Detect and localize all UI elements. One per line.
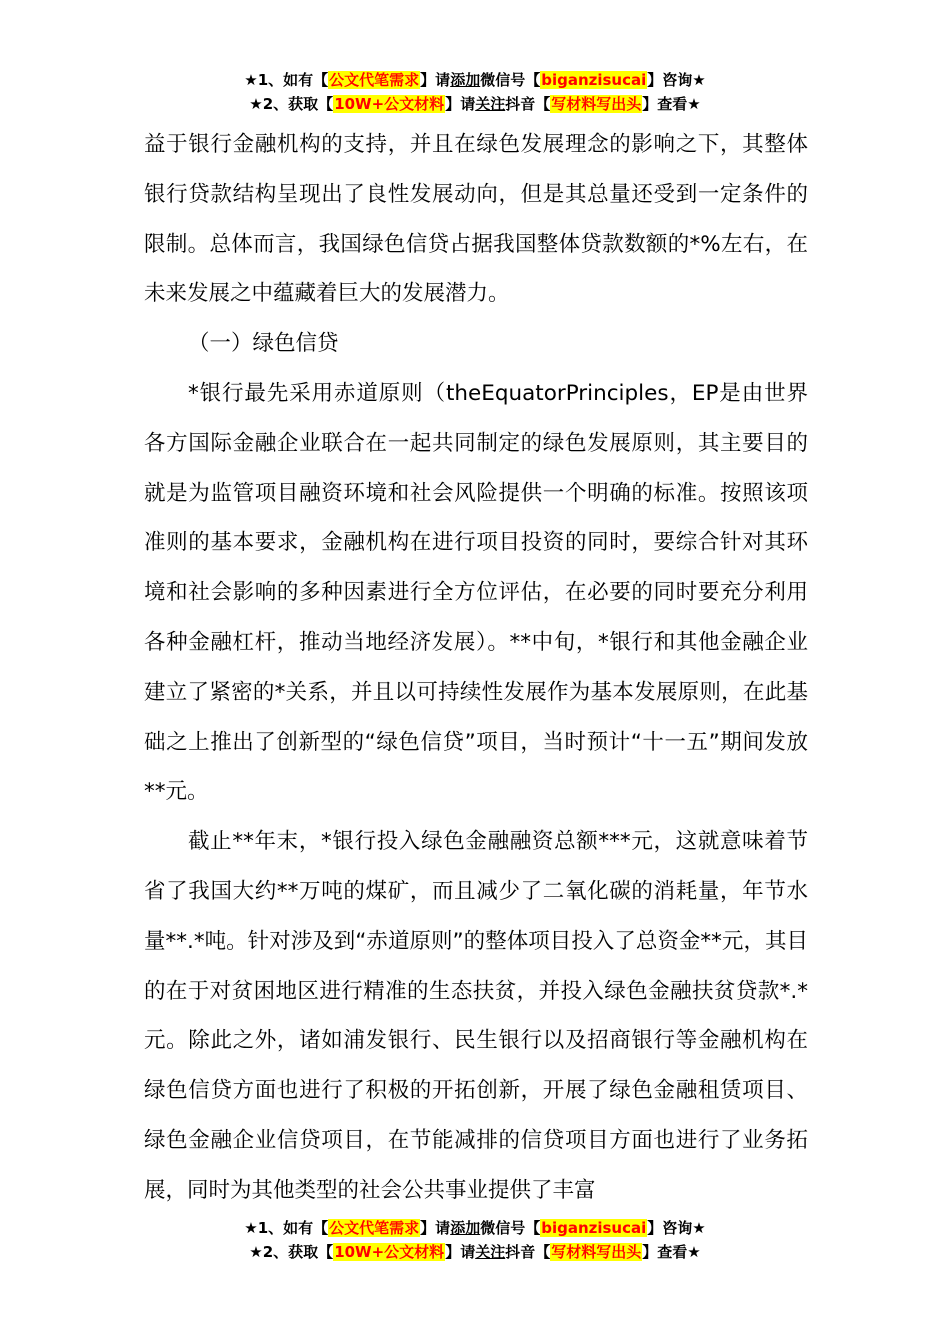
promo-wechat-id: biganzisucai <box>541 1219 647 1237</box>
promo-text: 】查看★ <box>642 95 701 113</box>
promo-text: 】请 <box>420 71 451 89</box>
promo-emphasis: 关注 <box>475 95 506 113</box>
promo-emphasis: 添加 <box>450 1219 481 1237</box>
promo-text: 】咨询★ <box>647 1219 706 1237</box>
document-body <box>144 120 808 1216</box>
promo-text: 微信号【 <box>480 1219 541 1237</box>
section-heading: （一）绿色信贷 <box>188 331 339 357</box>
promo-douyin-id: 写材料写出头 <box>551 95 642 113</box>
promo-text: 抖音【 <box>505 1243 551 1261</box>
body-paragraph: 截止**年末，*银行投入绿色金融融资总额***元，这就意味着节省了我国大约**万吨的煤矿，而且减少了二氧化碳的消耗量，年节水量**.*吨。针对涉及到“赤道原则”的整体项目投入了总资金**元，其目的在于对贫困地区进行精准的生态扶贫，并投入绿色金融扶贫贷款*.*元。除此之外，诸如浦发银行、民生银行以及招商银行等金融机构在绿色信贷方面也进行了积极的开拓创新，开展了绿色金融租赁项目、绿色金融企业信贷项目，在节能减排的信贷项目方面也进行了业务拓展，同时为其他类型的社会公共事业提供了丰富 <box>144 829 808 1203</box>
promo-line-1 <box>0 1216 950 1240</box>
body-paragraph: 益于银行金融机构的支持，并且在绿色发展理念的影响之下，其整体银行贷款结构呈现出了良性发展动向，但是其总量还受到一定条件的限制。总体而言，我国绿色信贷占据我国整体贷款数额的*%左右，在未来发展之中蕴藏着巨大的发展潜力。 <box>144 132 808 307</box>
promo-text: 】请 <box>445 1243 476 1261</box>
promo-text: ★2、获取【 <box>249 1243 334 1261</box>
promo-highlight: 10W+公文材料 <box>334 95 445 113</box>
footer-promo-banner <box>0 1216 950 1264</box>
promo-highlight: 公文代笔需求 <box>329 1219 420 1237</box>
body-paragraph: *银行最先采用赤道原则（theEquatorPrinciples，EP是由世界各方国际金融企业联合在一起共同制定的绿色发展原则，其主要目的就是为监管项目融资环境和社会风险提供一个明确的标准。按照该项准则的基本要求，金融机构在进行项目投资的同时，要综合针对其环境和社会影响的多种因素进行全方位评估，在必要的同时要充分利用各种金融杠杆，推动当地经济发展）。**中旬，*银行和其他金融企业建立了紧密的*关系，并且以可持续性发展作为基本发展原则，在此基础之上推出了创新型的“绿色信贷”项目，当时预计“十一五”期间发放**元。 <box>144 380 808 805</box>
promo-text: 】请 <box>420 1219 451 1237</box>
promo-text: 抖音【 <box>505 95 551 113</box>
promo-emphasis: 添加 <box>450 71 481 89</box>
promo-text: 】请 <box>445 95 476 113</box>
promo-line-1 <box>0 68 950 92</box>
promo-text: 】查看★ <box>642 1243 701 1261</box>
promo-text: 】咨询★ <box>647 71 706 89</box>
promo-text: ★2、获取【 <box>249 95 334 113</box>
promo-wechat-id: biganzisucai <box>541 71 647 89</box>
promo-line-2 <box>0 1240 950 1264</box>
promo-douyin-id: 写材料写出头 <box>551 1243 642 1261</box>
promo-highlight: 公文代笔需求 <box>329 71 420 89</box>
promo-text: 微信号【 <box>480 71 541 89</box>
promo-highlight: 10W+公文材料 <box>334 1243 445 1261</box>
promo-text: ★1、如有【 <box>244 1219 329 1237</box>
promo-line-2 <box>0 92 950 116</box>
header-promo-banner <box>0 68 950 116</box>
promo-emphasis: 关注 <box>475 1243 506 1261</box>
promo-text: ★1、如有【 <box>244 71 329 89</box>
